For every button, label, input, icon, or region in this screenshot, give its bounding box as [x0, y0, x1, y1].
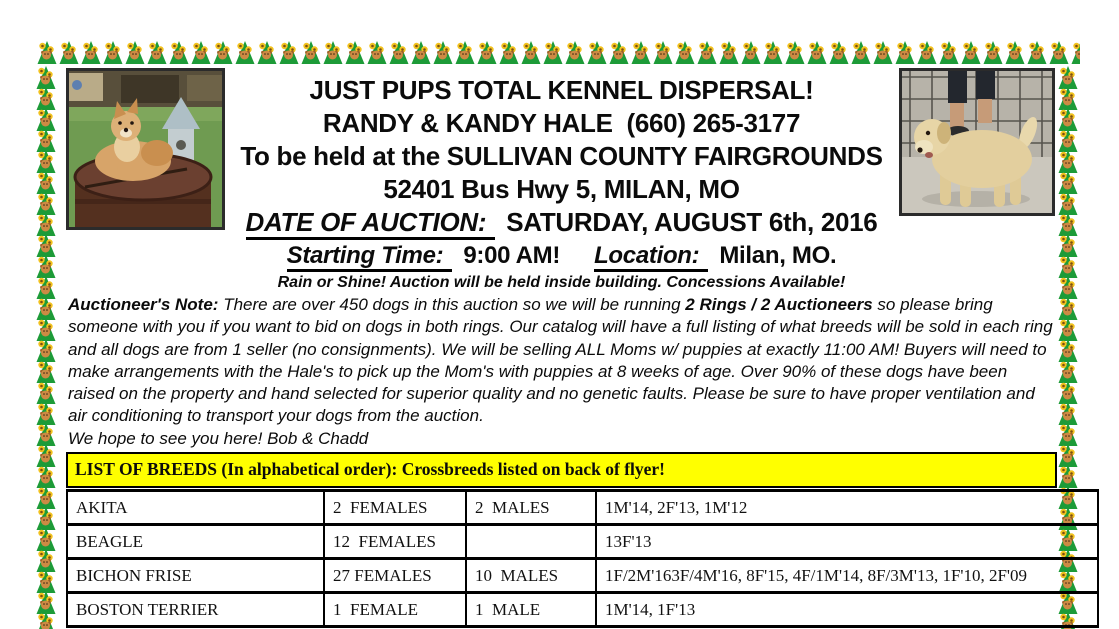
puppy-sunflower-border-icon [828, 39, 850, 65]
title-line-3: To be held at the SULLIVAN COUNTY FAIRGROUNDS [240, 141, 883, 171]
auctioneers-note-body-2: so please bring someone with you if you want to bid on dogs in both rings. Our catalog will have a full listing of what breeds will be sold in each ring and all dogs are from 1 seller (no consignments). We will be selling ALL Moms w/ puppies at exactly 11:00 AM! Buyers will need to make arrangements with the Hale's to pick up the Mom's with puppies at 8 weeks of age. Over 90% of these dogs have been raised on the property and hand selected for superior quality and no genetic faults. Please be sure to have proper ventilation and air conditioning to transport your dogs from the auction. [68, 295, 1053, 426]
puppy-sunflower-border-icon [498, 39, 520, 65]
puppy-sunflower-border-icon [542, 39, 564, 65]
puppy-sunflower-border-icon [35, 610, 57, 629]
flyer-header [66, 74, 1057, 293]
puppy-sunflower-border-icon [718, 39, 740, 65]
puppy-sunflower-border-icon [256, 39, 278, 65]
puppy-sunflower-border-icon [762, 39, 784, 65]
puppy-sunflower-border-icon [124, 39, 146, 65]
puppy-sunflower-border-icon [1004, 39, 1026, 65]
puppy-sunflower-border-icon [212, 39, 234, 65]
puppy-sunflower-border-icon [388, 39, 410, 65]
rings-auctioneers-phrase: 2 Rings / 2 Auctioneers [685, 295, 873, 314]
breed-females-cell: 27 FEMALES [324, 559, 466, 593]
breed-males-cell: 1 MALE [466, 593, 596, 627]
table-row-bichon-frise [67, 559, 1098, 593]
date-of-auction-value: SATURDAY, AUGUST 6th, 2016 [506, 207, 878, 237]
breed-name-cell: BOSTON TERRIER [67, 593, 324, 627]
puppy-sunflower-border-icon [168, 39, 190, 65]
puppy-sunflower-border-icon [916, 39, 938, 65]
breed-males-cell [466, 525, 596, 559]
puppy-sunflower-border-icon [850, 39, 872, 65]
breed-females-cell: 2 FEMALES [324, 491, 466, 525]
title-line-1: JUST PUPS TOTAL KENNEL DISPERSAL! [309, 75, 814, 105]
note-signoff: We hope to see you here! Bob & Chadd [68, 428, 369, 448]
breed-codes-cell: 1F/2M'163F/4M'16, 8F'15, 4F/1M'14, 8F/3M'13, 1F'10, 2F'09 [596, 559, 1098, 593]
puppy-sunflower-border-icon [784, 39, 806, 65]
puppy-sunflower-border-icon [608, 39, 630, 65]
auctioneers-note [68, 294, 1055, 450]
time-location-line [66, 239, 1057, 272]
puppy-sunflower-border-icon [806, 39, 828, 65]
puppy-sunflower-border-icon [894, 39, 916, 65]
title-line-4: 52401 Bus Hwy 5, MILAN, MO [383, 174, 740, 204]
puppy-sunflower-border-icon [234, 39, 256, 65]
puppy-sunflower-border-icon [454, 39, 476, 65]
breed-codes-cell: 1M'14, 2F'13, 1M'12 [596, 491, 1098, 525]
decorative-border-top [36, 39, 1080, 67]
puppy-sunflower-border-icon [1026, 39, 1048, 65]
puppy-sunflower-border-icon [190, 39, 212, 65]
puppy-sunflower-border-icon [58, 39, 80, 65]
location-label: Location: [594, 242, 708, 272]
puppy-sunflower-border-icon [366, 39, 388, 65]
decorative-border-left [35, 64, 59, 629]
auctioneers-note-label: Auctioneer's Note: [68, 295, 219, 314]
puppy-sunflower-border-icon [872, 39, 894, 65]
puppy-sunflower-border-icon [652, 39, 674, 65]
puppy-sunflower-border-icon [982, 39, 1004, 65]
date-of-auction-label: DATE OF AUCTION: [246, 207, 496, 240]
table-row-beagle [67, 525, 1098, 559]
breed-females-cell: 1 FEMALE [324, 593, 466, 627]
puppy-sunflower-border-icon [36, 39, 58, 65]
puppy-sunflower-border-icon [586, 39, 608, 65]
puppy-sunflower-border-icon [146, 39, 168, 65]
breed-name-cell: BEAGLE [67, 525, 324, 559]
rain-or-shine-line: Rain or Shine! Auction will be held inside building. Concessions Available! [277, 274, 846, 291]
puppy-sunflower-border-icon [410, 39, 432, 65]
puppy-sunflower-border-icon [674, 39, 696, 65]
starting-time-label: Starting Time: [287, 242, 453, 272]
list-of-breeds-banner: LIST OF BREEDS (In alphabetical order): Crossbreeds listed on back of flyer! [66, 452, 1057, 488]
puppy-sunflower-border-icon [564, 39, 586, 65]
puppy-sunflower-border-icon [476, 39, 498, 65]
puppy-sunflower-border-icon [630, 39, 652, 65]
puppy-sunflower-border-icon [102, 39, 124, 65]
breeds-table [66, 489, 1099, 628]
puppy-sunflower-border-icon [1048, 39, 1070, 65]
puppy-sunflower-border-icon [1070, 39, 1080, 65]
table-row-boston-terrier [67, 593, 1098, 627]
puppy-sunflower-border-icon [432, 39, 454, 65]
breed-males-cell: 2 MALES [466, 491, 596, 525]
puppy-sunflower-border-icon [696, 39, 718, 65]
puppy-sunflower-border-icon [740, 39, 762, 65]
breed-name-cell: AKITA [67, 491, 324, 525]
title-line-2: RANDY & KANDY HALE (660) 265-3177 [322, 108, 801, 138]
breed-females-cell: 12 FEMALES [324, 525, 466, 559]
puppy-sunflower-border-icon [80, 39, 102, 65]
starting-time-value: 9:00 AM! [463, 242, 561, 269]
auctioneers-note-body-1: There are over 450 dogs in this auction so we will be running [223, 295, 681, 314]
puppy-sunflower-border-icon [300, 39, 322, 65]
breed-males-cell: 10 MALES [466, 559, 596, 593]
date-of-auction-line [66, 206, 1057, 239]
breed-name-cell: BICHON FRISE [67, 559, 324, 593]
table-row-akita [67, 491, 1098, 525]
puppy-sunflower-border-icon [322, 39, 344, 65]
puppy-sunflower-border-icon [520, 39, 542, 65]
puppy-sunflower-border-icon [938, 39, 960, 65]
breed-codes-cell: 1M'14, 1F'13 [596, 593, 1098, 627]
breed-codes-cell: 13F'13 [596, 525, 1098, 559]
location-value: Milan, MO. [719, 242, 837, 269]
puppy-sunflower-border-icon [960, 39, 982, 65]
puppy-sunflower-border-icon [278, 39, 300, 65]
puppy-sunflower-border-icon [344, 39, 366, 65]
